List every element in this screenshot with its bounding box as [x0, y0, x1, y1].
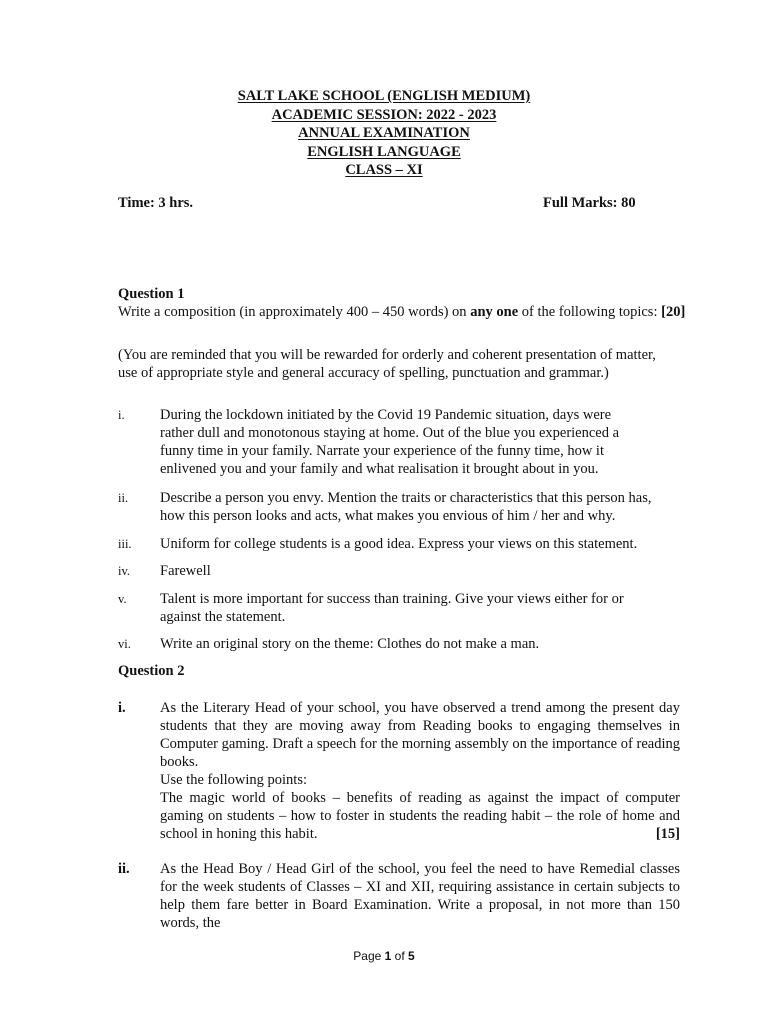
question-1-title: Question 1 — [118, 286, 185, 302]
item-number: v. — [118, 592, 127, 606]
question-2-title: Question 2 — [118, 663, 185, 679]
item-body — [160, 699, 680, 843]
question-marks: [15] — [655, 826, 680, 842]
academic-session: ACADEMIC SESSION: 2022 - 2023 — [271, 106, 497, 123]
school-name: SALT LAKE SCHOOL (ENGLISH MEDIUM) — [237, 88, 531, 104]
item-number: i. — [118, 700, 126, 716]
exam-time: Time: 3 hrs. — [118, 195, 194, 211]
exam-header — [0, 87, 768, 180]
item-text: During the lockdown initiated by the Covid 19 Pandemic situation, days were rather dull and monotonous staying at home. Out of the blue you experienced a funny time in your family. Narrate your experience of the funny time, how it enlivened you and your family and what realisation it brought about in you. — [160, 407, 620, 477]
question-1-instruction: Write a composition (in approximately 400 – 450 words) on any one of the following topics: [20] — [118, 304, 686, 320]
page-number: 1 — [384, 949, 392, 963]
full-marks: Full Marks: 80 — [543, 195, 636, 211]
item-number: vi. — [118, 637, 131, 651]
exam-name: ANNUAL EXAMINATION — [298, 125, 470, 141]
item-text: As the Literary Head of your school, you have observed a trend among the present day students that they are moving away from Reading books to engaging themselves in Computer gaming. Draft a speech for the morning assembly on the importance of reading books. — [160, 700, 680, 770]
item-text: Write an original story on the theme: Clothes do not make a man. — [160, 636, 540, 652]
item-text: Describe a person you envy. Mention the traits or characteristics that this person has, how this person looks and acts, what makes you envious of him / her and why. — [160, 490, 652, 524]
item-number: ii. — [118, 861, 130, 877]
points-label: Use the following points: — [160, 772, 308, 788]
page-footer: Page 1 of 5 — [353, 949, 415, 963]
question-1-reminder: (You are reminded that you will be rewarded for orderly and coherent presentation of matter, use of appropriate style and general accuracy of spelling, punctuation and grammar.) — [118, 347, 656, 381]
item-text: Farewell — [160, 563, 211, 579]
item-number: iv. — [118, 564, 131, 578]
item-text: Uniform for college students is a good idea. Express your views on this statement. — [160, 536, 638, 552]
item-text: Talent is more important for success than training. Give your views either for or against the statement. — [160, 591, 624, 625]
item-number: ii. — [118, 491, 129, 505]
page-total: 5 — [408, 949, 415, 963]
subject-name: ENGLISH LANGUAGE — [307, 143, 461, 160]
class-name: CLASS – XI — [345, 162, 423, 178]
item-number: iii. — [118, 537, 132, 551]
item-number: i. — [118, 408, 125, 422]
points-text: The magic world of books – benefits of reading as against the impact of computer gaming on students – how to foster in students the reading habit – the role of home and school in honing this habit. [15] — [160, 790, 680, 842]
item-text: As the Head Boy / Head Girl of the school, you feel the need to have Remedial classes for the week students of Classes – XI and XII, requiring assistance in certain subjects to help them fare better in Board Examination. Write a proposal, in not more than 150 words, the — [160, 861, 680, 931]
